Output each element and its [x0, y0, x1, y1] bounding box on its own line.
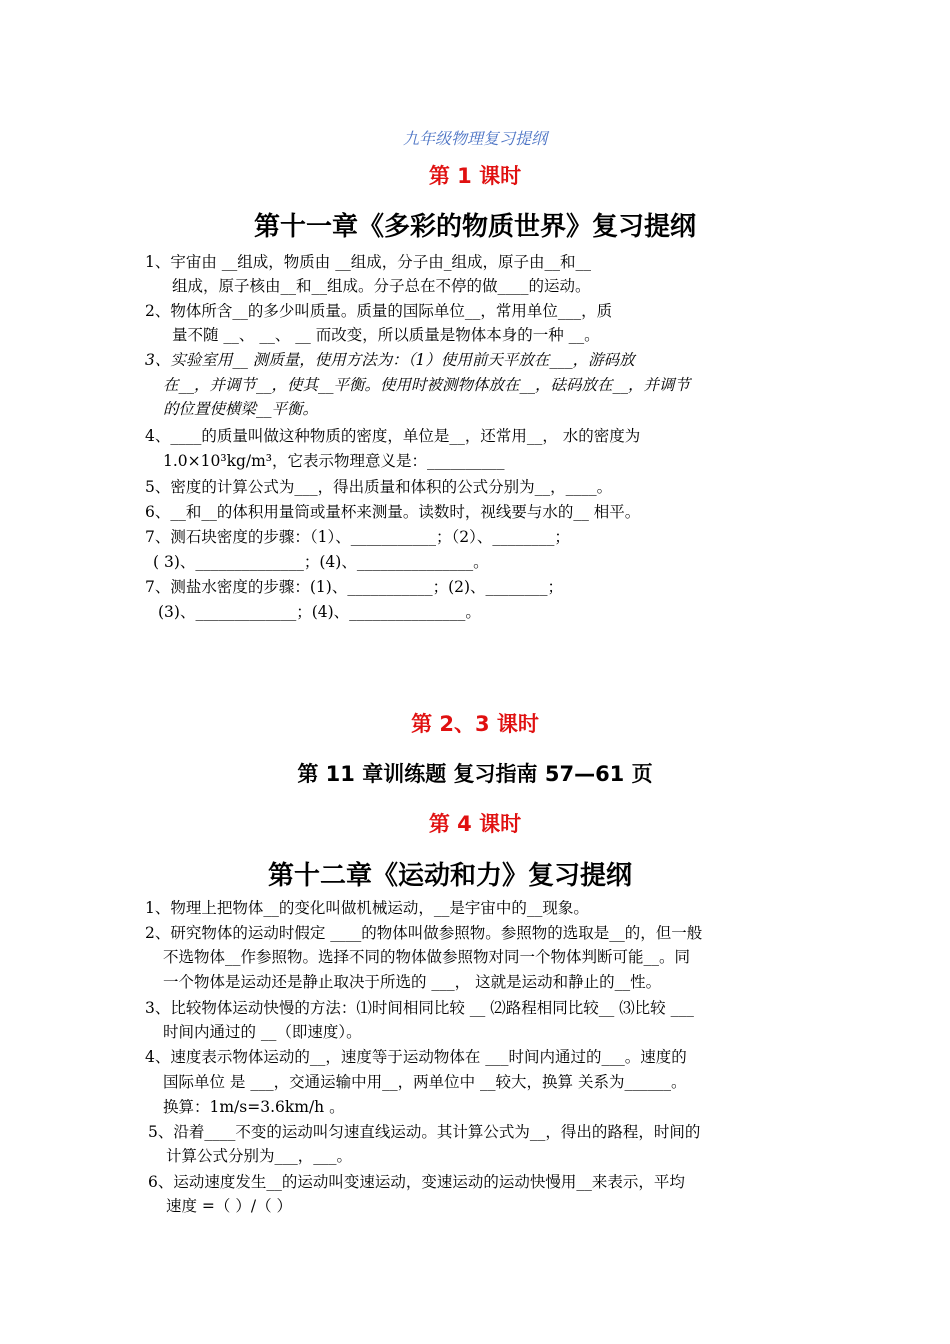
lesson-2-3-heading: 第 2、3 课时 [411, 712, 539, 736]
outline-line: 7、测石块密度的步骤：（1）、___________；（2）、________； [145, 528, 570, 546]
outline-line: 2、物体所含__的多少叫质量。质量的国际单位__，常用单位___，质 [145, 302, 613, 320]
outline-line: 5、沿着____不变的运动叫匀速直线运动。其计算公式为__，得出的路程，时间的 [148, 1123, 701, 1141]
outline-line: 4、速度表示物体运动的__，速度等于运动物体在 ___时间内通过的___。速度的 [145, 1048, 687, 1066]
lesson-4-heading: 第 4 课时 [428, 812, 522, 836]
outline-line: 1.0×10³kg/m³，它表示物理意义是：__________ [163, 452, 505, 470]
outline-line: 的位置使横梁__平衡。 [163, 400, 319, 418]
outline-line: 2、研究物体的运动时假定 ____的物体叫做参照物。参照物的选取是__的，但一般 [145, 924, 703, 942]
document-subtitle: 九年级物理复习提纲 [402, 129, 547, 148]
outline-line: 5、密度的计算公式为___，得出质量和体积的公式分别为__，____。 [145, 478, 613, 496]
outline-line: ( 3)、______________；(4)、_______________。 [153, 553, 489, 571]
chapter-11-title: 第十一章《多彩的物质世界》复习提纲 [253, 212, 696, 242]
outline-line: 国际单位 是 ___，交通运输中用__，两单位中 __较大，换算 关系为______。 [163, 1073, 687, 1091]
outline-line: 不选物体__作参照物。选择不同的物体做参照物对同一个物体判断可能__。同 [163, 948, 691, 966]
outline-line: 量不随 __、 __、 __ 而改变，所以质量是物体本身的一种 __。 [172, 326, 600, 344]
chapter-12-title: 第十二章《运动和力》复习提纲 [267, 861, 632, 891]
outline-line: 3、比较物体运动快慢的方法：⑴时间相同比较 __ ⑵路程相同比较__ ⑶比较 ___ [145, 999, 694, 1017]
outline-line: 7、测盐水密度的步骤：(1)、___________；(2)、________； [145, 578, 564, 596]
lesson-1-heading: 第 1 课时 [428, 164, 522, 188]
outline-line: 组成，原子核由__和__组成。分子总在不停的做____的运动。 [172, 277, 591, 295]
outline-line: 6、__和__的体积用量筒或量杯来测量。读数时，视线要与水的__ 相平。 [145, 503, 641, 521]
outline-line: (3)、_____________；(4)、_______________。 [158, 603, 481, 621]
outline-line: 时间内通过的 __（即速度）。 [163, 1023, 362, 1041]
outline-line: 4、____的质量叫做这种物质的密度，单位是__，还常用__， 水的密度为 [145, 427, 641, 445]
outline-line: 一个物体是运动还是静止取决于所选的 ___， 这就是运动和静止的__性。 [163, 973, 662, 991]
outline-line: 速度 =（ ）/（ ） [166, 1197, 292, 1215]
outline-line: 在__，并调节__，使其__平衡。使用时被测物体放在__，砝码放在__，并调节 [163, 376, 691, 394]
outline-line: 计算公式分别为___，___。 [166, 1147, 353, 1165]
outline-line: 1、宇宙由 __组成，物质由 __组成，分子由_组成，原子由__和__ [145, 253, 591, 271]
outline-line: 换算：1m/s=3.6km/h 。 [163, 1098, 345, 1116]
chapter-11-exercise: 第 11 章训练题 复习指南 57—61 页 [297, 762, 653, 786]
outline-line: 3、实验室用__ 测质量，使用方法为：（1）使用前天平放在___，游码放 [145, 351, 635, 369]
outline-line: 1、物理上把物体__的变化叫做机械运动，__是宇宙中的__现象。 [145, 899, 589, 917]
outline-line: 6、运动速度发生__的运动叫变速运动，变速运动的运动快慢用__来表示，平均 [148, 1173, 685, 1191]
